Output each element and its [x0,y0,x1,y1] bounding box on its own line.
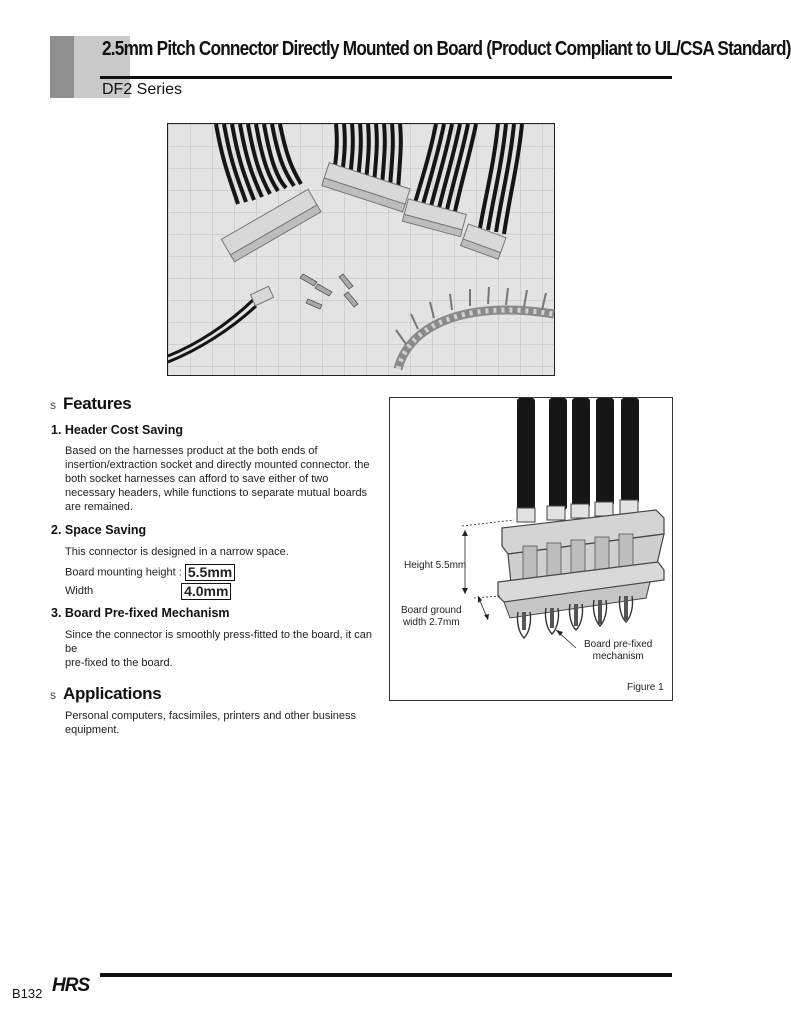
footer-rule [100,973,672,977]
spec-width [65,583,231,600]
text-line: equipment. [65,724,120,736]
spec-mounting-height [65,564,235,581]
spec-label: Board mounting height : [65,566,182,579]
text-line: Since the connector is smoothly press-fitted to the board, it can be [65,629,372,655]
spec-label: Width [65,585,94,598]
series-name: DF2 Series [102,81,183,98]
spec-value: 5.5mm [185,564,235,581]
ground-label-line-1: Board ground [401,605,462,616]
hrs-logo: HRS [52,975,90,996]
prefixed-label-line-2: mechanism [592,651,644,662]
page-number: B132 [12,986,43,1001]
ground-label-line-2: width 2.7mm [402,617,460,628]
applications-marker: s [50,688,56,702]
text-line: Personal computers, facsimiles, printers and other business [65,710,357,722]
spec-value: 4.0mm [181,583,231,600]
figure-caption: Figure 1 [627,682,664,693]
ground-width-label [401,605,462,629]
text-line: are remained. [65,501,133,513]
feature-1-text [65,444,373,514]
text-line: insertion/extraction socket and directly mounted connector. the [65,459,370,471]
feature-3-text [65,628,375,670]
feature-2-title: 2. Space Saving [51,523,147,537]
applications-heading: Applications [63,684,162,703]
feature-3-title: 3. Board Pre-fixed Mechanism [51,606,230,620]
text-line: both socket harnesses can afford to save either of two [65,473,329,485]
text-line: Based on the harnesses product at the both ends of [65,445,318,457]
features-heading: Features [63,394,132,413]
prefixed-label-line-1: Board pre-fixed [584,639,653,650]
header-rule [100,76,672,79]
text-line: pre-fixed to the board. [65,657,173,669]
product-photo [167,123,555,376]
prefixed-label [584,639,652,663]
text-line: necessary headers, while functions to separate mutual boards [65,487,368,499]
feature-1-title: 1. Header Cost Saving [51,423,183,437]
header-tab-accent [50,36,74,98]
features-marker: s [50,398,56,412]
applications-text [65,709,373,737]
feature-2-text: This connector is designed in a narrow space. [65,546,289,558]
page-title: 2.5mm Pitch Connector Directly Mounted on Board (Product Compliant to UL/CSA Standard) [102,38,791,60]
height-label: Height 5.5mm [404,560,467,571]
product-photo-illustration [168,124,554,375]
